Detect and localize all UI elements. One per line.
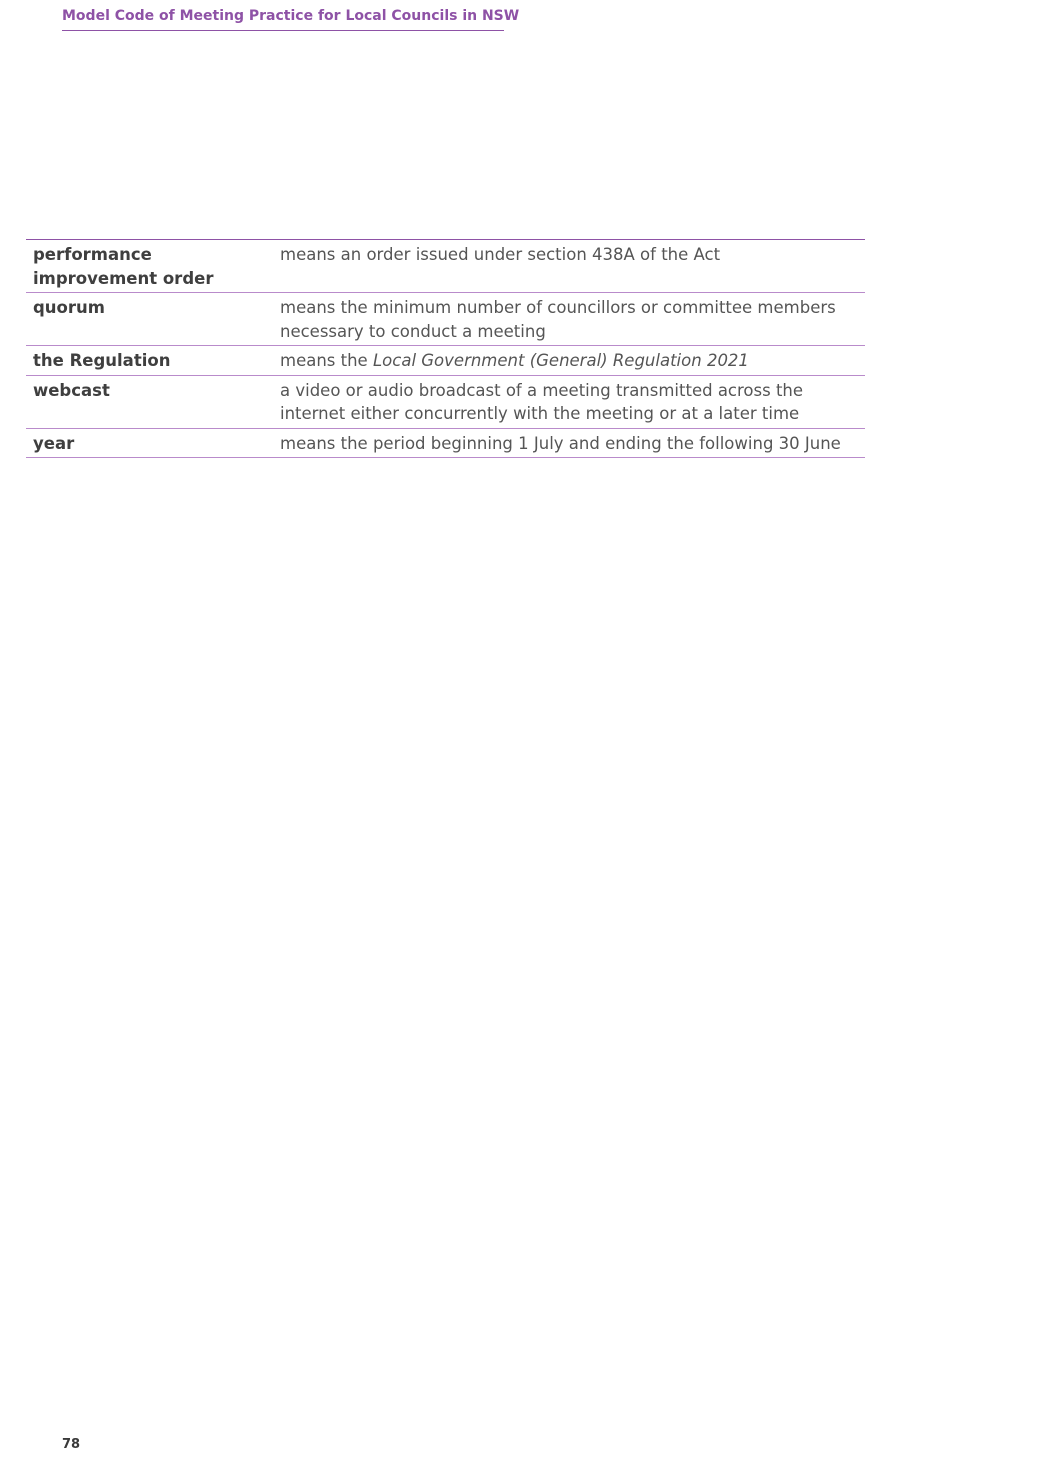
definition-meaning: means the period beginning 1 July and ending the following 30 June	[280, 433, 841, 453]
definition-term: quorum	[33, 298, 105, 317]
definition-term: year	[33, 433, 75, 453]
running-header: Model Code of Meeting Practice for Local Councils in NSW	[62, 8, 504, 31]
definition-term: the Regulation	[33, 351, 171, 370]
table-row	[26, 346, 865, 376]
definition-meaning: means the minimum number of councillors or committee members necessary to conduct a meeting	[280, 298, 836, 341]
definition-term: performance improvement order	[33, 245, 214, 288]
definition-term: webcast	[33, 380, 110, 400]
definition-meaning: means an order issued under section 438A of the Act	[280, 245, 721, 264]
definition-meaning-prefix: means the	[280, 351, 373, 370]
definition-meaning	[280, 346, 865, 376]
definitions-table	[26, 239, 865, 458]
page-number: 78	[62, 1437, 81, 1452]
table-row	[26, 375, 865, 428]
regulation-title: Local Government (General) Regulation 2021	[372, 351, 749, 370]
table-row	[26, 293, 865, 346]
table-row	[26, 240, 865, 293]
definition-meaning: a video or audio broadcast of a meeting transmitted across the internet either concurrently with the meeting or at a later time	[280, 380, 804, 423]
table-row	[26, 428, 865, 458]
